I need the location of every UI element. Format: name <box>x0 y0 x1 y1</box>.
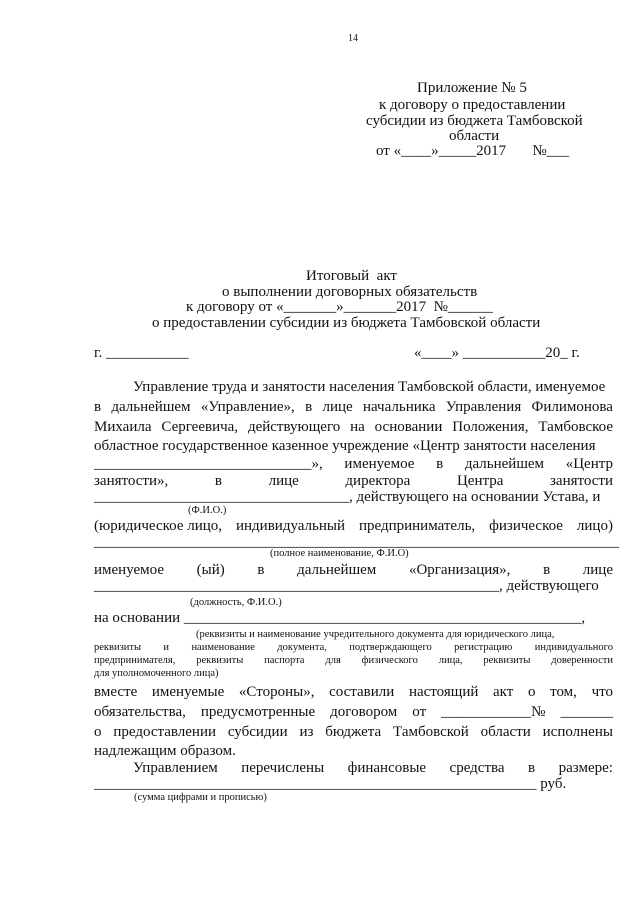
body-line <box>94 723 613 741</box>
word: для <box>325 655 341 666</box>
word: (ый) <box>196 562 225 578</box>
word: предусмотренные <box>200 704 316 720</box>
word: предпринимателя, <box>94 655 176 666</box>
act-title: Итоговый акт <box>306 268 397 284</box>
body-line <box>94 398 613 416</box>
appendix-line-2: к договору о предоставлении <box>379 97 566 113</box>
word: обязательства, <box>94 704 186 720</box>
word: индивидуального <box>534 642 613 653</box>
body-line: ___________________________________________________________ руб. <box>94 776 567 792</box>
word: именуемое <box>344 456 415 472</box>
word: предприниматель, <box>358 518 476 534</box>
word: доверенности <box>551 655 613 666</box>
word: Михаила <box>94 419 152 435</box>
word: договором <box>330 704 398 720</box>
word: на <box>350 419 365 435</box>
word: физическое <box>489 518 563 534</box>
word: составили <box>329 684 395 700</box>
word: лицо) <box>576 518 613 534</box>
word: начальника <box>362 399 436 415</box>
word: и <box>163 642 170 653</box>
body-line: Управление труда и занятости населения Тамбовской области, именуемое <box>133 379 606 395</box>
word: Тамбовское <box>538 419 613 435</box>
word: дальнейшем <box>464 456 545 472</box>
word: том, <box>550 684 577 700</box>
word: ____________№ <box>441 704 546 720</box>
word: Тамбовской <box>393 724 469 740</box>
body-line: __________________________________, действующего на основании Устава, и <box>94 489 601 505</box>
word: Центра <box>456 473 504 489</box>
word: в <box>214 473 222 489</box>
appendix-title: Приложение № 5 <box>417 80 527 96</box>
word: подтверждающего <box>349 642 432 653</box>
word: документа, <box>277 642 327 653</box>
word: «Управление», <box>200 399 295 415</box>
word: вместе <box>94 684 138 700</box>
field-caption: (Ф.И.О.) <box>188 505 227 516</box>
word: что <box>591 684 613 700</box>
requisites-note <box>94 654 613 667</box>
word: в <box>543 562 551 578</box>
word: размере: <box>558 760 613 776</box>
word: индивидуальный <box>236 518 346 534</box>
word: лице <box>268 473 299 489</box>
word: реквизиты <box>196 655 244 666</box>
appendix-line-5: от «____»_____2017 №___ <box>376 143 570 159</box>
word: «Центр <box>565 456 613 472</box>
word: в <box>528 760 536 776</box>
word: _____________________________», <box>94 456 323 472</box>
word: в <box>94 399 102 415</box>
word: занятости <box>550 473 613 489</box>
word: в <box>305 399 313 415</box>
word: Сергеевича, <box>161 419 239 435</box>
field-caption: (должность, Ф.И.О.) <box>190 597 282 608</box>
word: в <box>257 562 265 578</box>
word: «Стороны», <box>238 684 315 700</box>
word: паспорта <box>264 655 305 666</box>
word: основании <box>374 419 443 435</box>
word: из <box>299 724 314 740</box>
act-subtitle: о выполнении договорных обязательств <box>222 284 478 300</box>
word: перечислены <box>241 760 325 776</box>
field-caption: (полное наименование, Ф.И.О) <box>270 548 409 559</box>
page-number: 14 <box>348 33 358 44</box>
word: регистрацию <box>454 642 513 653</box>
word: субсидии <box>227 724 288 740</box>
word: именуемые <box>151 684 225 700</box>
word: наименование <box>191 642 255 653</box>
body-line <box>94 683 613 701</box>
word: занятости», <box>94 473 169 489</box>
requisites-note: для уполномоченного лица) <box>94 668 219 679</box>
act-contract-ref: к договору от «_______»_______2017 №______ <box>186 299 493 315</box>
word: настоящий <box>408 684 479 700</box>
word: о <box>94 724 102 740</box>
word: действующего <box>247 419 341 435</box>
word: Положения, <box>452 419 529 435</box>
body-line <box>94 455 613 473</box>
word: реквизиты <box>483 655 531 666</box>
word: лице <box>582 562 613 578</box>
word: в <box>436 456 444 472</box>
word: дальнейшем <box>111 399 191 415</box>
word: реквизиты <box>94 642 141 653</box>
word: акт <box>493 684 514 700</box>
body-line: ______________________________________________________________________ <box>94 534 619 550</box>
requisites-note: (реквизиты и наименование учредительного документа для юридического лица, <box>196 629 555 640</box>
requisites-note <box>94 641 613 654</box>
word: Управления <box>445 399 522 415</box>
word: _______ <box>560 704 613 720</box>
body-line: областное государственное казенное учреждение «Центр занятости населения <box>94 438 596 454</box>
word: (юридическое лицо, <box>94 518 223 534</box>
appendix-line-4: области <box>449 128 500 144</box>
place-date: «____» ___________20_ г. <box>414 345 580 361</box>
word: Управлением <box>133 760 218 776</box>
body-line: ______________________________________________________, действующего <box>94 578 599 594</box>
field-caption: (сумма цифрами и прописью) <box>134 792 267 803</box>
word: дальнейшем <box>297 562 377 578</box>
word: средства <box>449 760 505 776</box>
word: Филимонова <box>531 399 613 415</box>
word: директора <box>345 473 411 489</box>
word: финансовые <box>347 760 427 776</box>
word: области <box>480 724 531 740</box>
word: именуемое <box>94 562 164 578</box>
word: исполнены <box>542 724 613 740</box>
word: от <box>412 704 427 720</box>
act-subject: о предоставлении субсидии из бюджета Тамбовской области <box>152 315 541 331</box>
word: о <box>527 684 536 700</box>
word: лица, <box>438 655 463 666</box>
word: «Организация», <box>408 562 511 578</box>
word: физического <box>361 655 418 666</box>
word: лице <box>322 399 353 415</box>
word: бюджета <box>325 724 382 740</box>
body-line: надлежащим образом. <box>94 743 236 759</box>
word: предоставлении <box>113 724 216 740</box>
body-line: на основании _____________________________________________________, <box>94 610 586 626</box>
appendix-line-3: субсидии из бюджета Тамбовской <box>366 113 583 129</box>
place-city: г. ___________ <box>94 345 189 361</box>
body-line <box>94 418 613 436</box>
body-line <box>94 703 613 721</box>
